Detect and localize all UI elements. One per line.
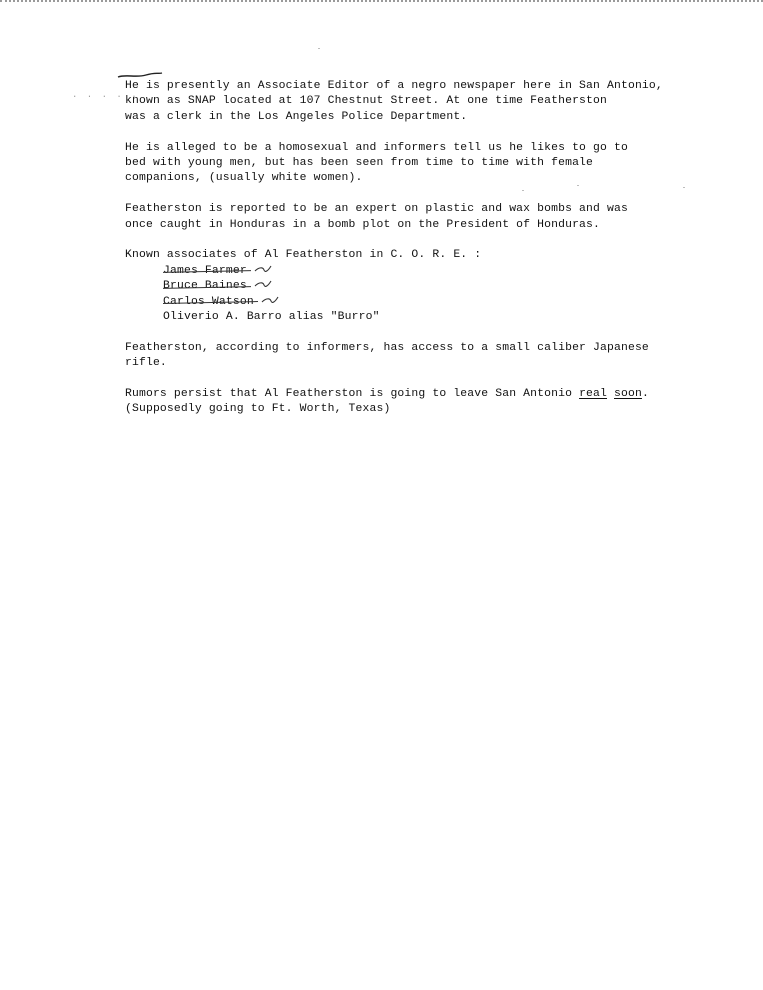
paragraph-alleged xyxy=(125,141,705,187)
text-line: rifle. xyxy=(125,357,167,370)
associates-list xyxy=(163,264,705,326)
text-line: bed with young men, but has been seen from time to time with female xyxy=(125,157,594,170)
associate-name: Carlos Watson xyxy=(163,295,254,308)
handwritten-check-icon xyxy=(254,280,272,290)
text-line: Featherston is reported to be an expert on plastic and wax bombs and was xyxy=(125,203,628,216)
rumor-space xyxy=(607,388,614,400)
text-line: (Supposedly going to Ft. Worth, Texas) xyxy=(125,403,391,416)
memo-body xyxy=(125,79,705,433)
list-item xyxy=(163,279,705,294)
rumor-text: Rumors persist that Al Featherston is going to leave San Antonio xyxy=(125,388,580,401)
top-dotted-border xyxy=(0,0,763,2)
text-line xyxy=(125,387,705,402)
text-line: Featherston, according to informers, has access to a small caliber Japanese xyxy=(125,341,649,354)
text-line: was a clerk in the Los Angeles Police Department. xyxy=(125,110,468,123)
underlined-word: soon xyxy=(614,388,642,401)
text-line: He is presently an Associate Editor of a negro newspaper here in San Antonio, xyxy=(125,80,663,92)
underlined-word: real xyxy=(579,388,608,401)
text-line: companions, (usually white women). xyxy=(125,172,363,185)
text-line: He is alleged to be a homosexual and informers tell us he likes to go to xyxy=(125,141,628,154)
text-line: known as SNAP located at 107 Chestnut Street. At one time Featherston xyxy=(125,95,607,108)
margin-dots: . . . . . xyxy=(72,90,139,100)
list-item xyxy=(163,264,705,279)
paragraph-rumors xyxy=(125,387,705,418)
handwritten-check-icon xyxy=(254,265,272,275)
paragraph-rifle xyxy=(125,341,705,372)
associate-name: Oliverio A. Barro alias "Burro" xyxy=(163,311,380,324)
associate-name: James Farmer xyxy=(163,264,247,277)
handwritten-check-icon xyxy=(261,296,279,306)
rumor-period: . xyxy=(641,388,649,401)
paragraph-bombs xyxy=(125,202,705,233)
list-item xyxy=(163,310,705,325)
associates-heading: Known associates of Al Featherston in C. O. R. E. : xyxy=(125,249,482,262)
paragraph-editor xyxy=(125,79,705,125)
list-item xyxy=(163,295,705,310)
associate-name: Bruce Baines xyxy=(163,280,247,293)
text-line: once caught in Honduras in a bomb plot on the President of Honduras. xyxy=(125,218,601,231)
scan-speck xyxy=(318,48,320,49)
